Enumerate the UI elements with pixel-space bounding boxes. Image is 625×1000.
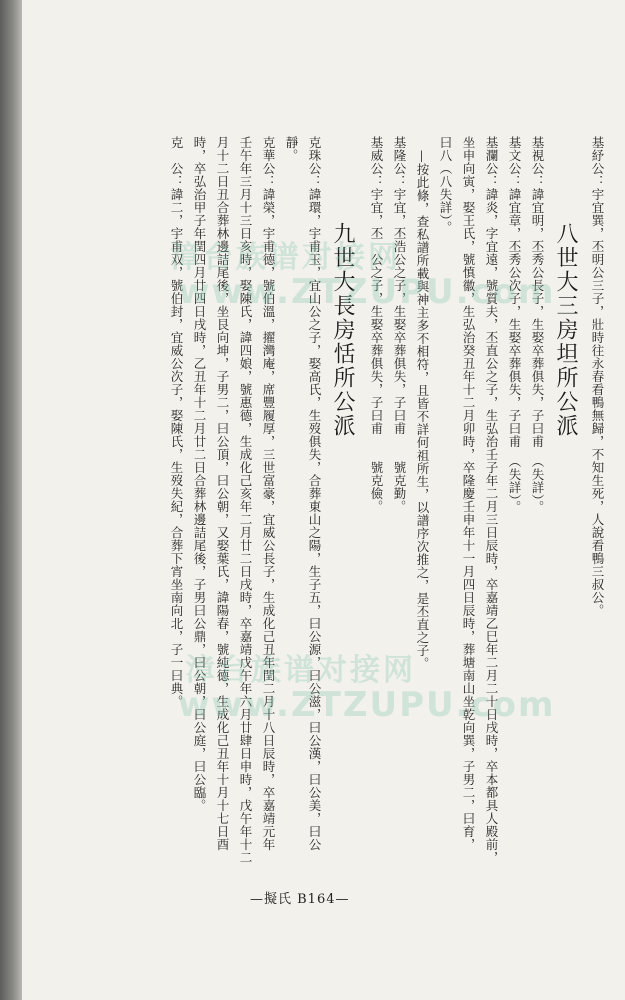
text-column-18: 克 公：諱二，宇甫双，號伯封，宜威公次子，娶陳氏，生歿失紀，合葬下宵坐南向北，子一曰典。 bbox=[169, 136, 184, 708]
section-heading-9th-gen: 九世大長房恬所公派 bbox=[330, 222, 355, 438]
text-column-15: 壬午年三月十三日亥時，娶陳氏，諱四娘，號惠德，生成化己亥年二月廿二日戌時，卒嘉靖戊午年六月廿肆日申時，戊午年十二 bbox=[238, 136, 253, 864]
section-heading-8th-gen: 八世大三房坦所公派 bbox=[553, 222, 578, 438]
watermark-text-cn-top: 漳台族谱对接网 bbox=[170, 240, 401, 275]
book-spine-shadow bbox=[0, 0, 22, 1000]
text-column-5: 基瀾公：諱炎，字宜遠，號質夫，丕直公之子，生弘治壬子年二月三日辰時，卒嘉靖乙巳年二月二十日戌時，卒本都具人殿前， bbox=[484, 136, 499, 864]
text-column-9: 基隆公：宇宜，丕浩公之子，生娶卒葬俱失，子曰甫 號克勤。 bbox=[392, 136, 407, 513]
page-footer: —擬氏 B164— bbox=[250, 892, 350, 907]
text-column-14: 克華公：諱榮，宇甫德，號伯溫，擢灣庵，席豐履厚，三世富豪，宜威公長子，生成化己丑年閏二月十八日辰時，卒嘉靖元年 bbox=[261, 136, 276, 851]
text-column-16: 月十二日丑合葬林邊詰尾後，坐艮向坤，子男二，曰公頂，曰公朝，又娶葉氏，諱陽春，號純德，生成化己丑年十月十七日酉 bbox=[215, 136, 230, 851]
watermark-text-en-top: www.ZTZUPU.com bbox=[178, 272, 556, 312]
text-column-7: 曰八（八失詳）。 bbox=[438, 136, 453, 234]
text-column-12: 克珠公：諱環，宇甫玉，宜山公之子，娶高氏，生歿俱失，合葬東山之陽，生子五，曰公源，曰公滋，曰公漢，曰公美，曰公 bbox=[307, 136, 322, 851]
text-column-note: —按此條，查私譜所載與神主多不相符，且皆不詳何祖所生，以譜序次推之，是丕直之子。 bbox=[415, 150, 430, 670]
text-column-1: 基紓公：宇宜巽，丕明公三子，壯時往永春看鴨無歸，不知生死，人說看鴨三叔公。 bbox=[590, 136, 605, 617]
watermark-text-cn-bottom: 漳台族谱对接网 bbox=[185, 653, 416, 688]
text-column-6: 坐申向寅，娶王氏，號慎徽，生弘治癸丑年十二月卯時，卒隆慶壬申年十一月四日辰時，葬塘南山坐乾向巽，子男二，曰育， bbox=[461, 136, 476, 851]
text-column-3: 基視公：諱宜明，丕秀公長子，生娶卒葬俱失，子曰甫 （失詳）。 bbox=[530, 136, 545, 514]
text-column-17: 時，卒弘治甲子年閏四月廿四日戌時，乙丑年十二月廿二日合葬林邊詰尾後，子男曰公鼎，曰公朝，曰公庭，曰公臨。 bbox=[192, 136, 207, 812]
text-column-4: 基文公：諱宜章，丕秀公次子，生娶卒葬俱失，子曰甫 （失詳）。 bbox=[507, 136, 522, 514]
text-column-13: 靜。 bbox=[284, 136, 299, 162]
watermark-text-en-bottom: www.ZTZUPU.com bbox=[178, 685, 556, 725]
text-column-10: 基威公：宇宜，丕 公之子，生娶卒葬俱失，子曰甫 號克儉。 bbox=[369, 136, 384, 513]
